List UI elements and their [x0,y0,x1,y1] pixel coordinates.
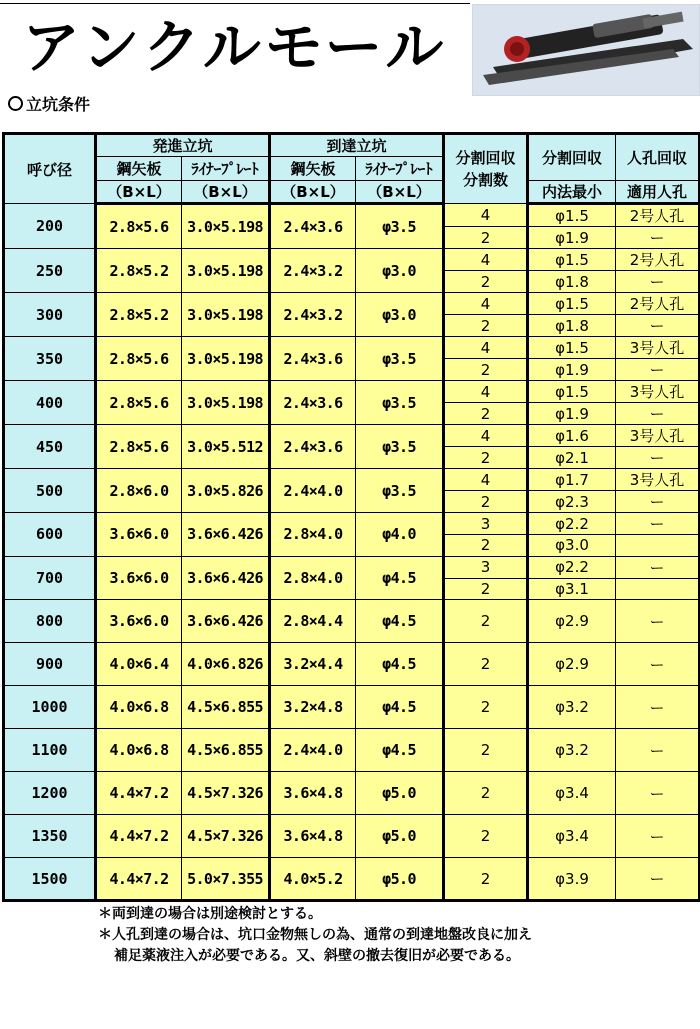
split-min-cell: φ1.5 [528,381,616,403]
split-count-cell: 2 [444,359,528,381]
arrival-liner-cell: φ3.0 [356,249,444,293]
arrival-liner-cell: φ5.0 [356,815,444,858]
header-arrival-steel: 鋼矢板 [270,157,356,181]
manhole-cell: ー [616,729,700,772]
split-min-cell: φ3.2 [528,729,616,772]
split-min-cell: φ2.3 [528,491,616,513]
launch-liner-cell: 4.5×7.326 [182,815,270,858]
split-min-cell: φ1.5 [528,337,616,359]
nominal-diameter-cell: 1000 [4,686,96,729]
split-min-cell: φ3.9 [528,858,616,901]
arrival-liner-cell: φ4.0 [356,513,444,557]
arrival-steel-cell: 2.4×3.2 [270,293,356,337]
launch-steel-cell: 3.6×6.0 [96,556,182,600]
title-rule [0,3,470,4]
split-count-cell: 2 [444,491,528,513]
launch-liner-cell: 3.0×5.512 [182,425,270,469]
table-row [4,249,700,271]
split-count-cell: 4 [444,469,528,491]
header-arrival-liner: ﾗｲﾅｰﾌﾟﾚｰﾄ [356,157,444,181]
split-count-cell: 2 [444,535,528,557]
table-row [4,556,700,578]
launch-steel-cell: 4.0×6.4 [96,643,182,686]
manhole-cell: ー [616,643,700,686]
split-min-cell: φ1.9 [528,403,616,425]
launch-liner-cell: 4.0×6.826 [182,643,270,686]
manhole-cell: 3号人孔 [616,381,700,403]
launch-steel-cell: 4.4×7.2 [96,858,182,901]
arrival-liner-cell: φ3.5 [356,469,444,513]
table-row [4,686,700,729]
nominal-diameter-cell: 200 [4,204,96,249]
subtitle-text: 立坑条件 [26,95,91,114]
note-2: ＊人孔到達の場合は、坑口金物無しの為、通常の到達地盤改良に加え [98,927,532,943]
launch-liner-cell: 4.5×6.855 [182,686,270,729]
machine-photo [472,4,700,96]
table-row [4,337,700,359]
header-nominal: 呼び径 [4,134,96,204]
split-min-cell: φ1.8 [528,271,616,293]
arrival-steel-cell: 2.4×3.2 [270,249,356,293]
manhole-cell: ー [616,513,700,535]
split-min-cell: φ1.8 [528,315,616,337]
launch-steel-cell: 3.6×6.0 [96,600,182,643]
launch-steel-cell: 4.4×7.2 [96,815,182,858]
header-split-count-line2: 分割数 [463,171,509,189]
header-split-count-line1: 分割回収 [455,149,516,167]
note-1: ＊両到達の場合は別途検討とする。 [98,906,322,922]
launch-steel-cell: 2.8×5.6 [96,425,182,469]
arrival-steel-cell: 2.4×3.6 [270,337,356,381]
nominal-diameter-cell: 500 [4,469,96,513]
arrival-steel-cell: 2.8×4.4 [270,600,356,643]
table-row [4,772,700,815]
header-bxl: （B×L） [182,181,270,204]
manhole-cell: 2号人孔 [616,204,700,227]
launch-steel-cell: 2.8×5.6 [96,204,182,249]
section-subtitle [8,92,90,115]
split-min-cell: φ1.5 [528,293,616,315]
header-split-min-sub: 内法最小 [528,181,616,204]
launch-liner-cell: 3.0×5.198 [182,337,270,381]
launch-liner-cell: 3.6×6.426 [182,600,270,643]
manhole-cell: ー [616,227,700,249]
arrival-steel-cell: 3.2×4.4 [270,643,356,686]
split-min-cell: φ3.4 [528,772,616,815]
arrival-steel-cell: 3.2×4.8 [270,686,356,729]
manhole-cell: ー [616,556,700,578]
manhole-cell: ー [616,858,700,901]
split-count-cell: 4 [444,337,528,359]
split-min-cell: φ2.2 [528,556,616,578]
split-count-cell: 2 [444,403,528,425]
arrival-liner-cell: φ3.5 [356,204,444,249]
nominal-diameter-cell: 350 [4,337,96,381]
arrival-liner-cell: φ4.5 [356,600,444,643]
launch-liner-cell: 3.0×5.198 [182,381,270,425]
split-min-cell: φ2.9 [528,643,616,686]
machine-image [473,5,699,95]
nominal-diameter-cell: 600 [4,513,96,557]
split-count-cell: 4 [444,381,528,403]
manhole-cell: ー [616,315,700,337]
split-min-cell: φ1.9 [528,227,616,249]
nominal-diameter-cell: 800 [4,600,96,643]
split-count-cell: 3 [444,513,528,535]
table-row [4,469,700,491]
launch-steel-cell: 4.4×7.2 [96,772,182,815]
arrival-liner-cell: φ3.5 [356,381,444,425]
nominal-diameter-cell: 1350 [4,815,96,858]
nominal-diameter-cell: 1500 [4,858,96,901]
launch-steel-cell: 2.8×5.2 [96,293,182,337]
launch-liner-cell: 3.0×5.198 [182,249,270,293]
header-launch: 発進立坑 [96,134,270,157]
arrival-steel-cell: 2.4×3.6 [270,425,356,469]
arrival-steel-cell: 2.4×3.6 [270,204,356,249]
split-min-cell: φ1.5 [528,249,616,271]
split-min-cell: φ2.2 [528,513,616,535]
arrival-steel-cell: 2.4×4.0 [270,729,356,772]
arrival-steel-cell: 3.6×4.8 [270,772,356,815]
split-count-cell: 2 [444,315,528,337]
arrival-liner-cell: φ4.5 [356,643,444,686]
page-title: アンクルモール [22,13,448,81]
split-min-cell: φ3.1 [528,578,616,600]
header-bxl: （B×L） [356,181,444,204]
nominal-diameter-cell: 1100 [4,729,96,772]
manhole-cell [616,535,700,557]
split-count-cell: 2 [444,447,528,469]
launch-liner-cell: 3.0×5.198 [182,293,270,337]
header-split-count [444,134,528,204]
split-min-cell: φ1.9 [528,359,616,381]
split-count-cell: 4 [444,204,528,227]
launch-liner-cell: 4.5×7.326 [182,772,270,815]
launch-steel-cell: 3.6×6.0 [96,513,182,557]
manhole-cell [616,578,700,600]
nominal-diameter-cell: 700 [4,556,96,600]
manhole-cell: ー [616,686,700,729]
arrival-liner-cell: φ4.5 [356,556,444,600]
table-row [4,513,700,535]
shaft-conditions-table [2,132,700,902]
manhole-cell: ー [616,815,700,858]
manhole-cell: ー [616,271,700,293]
launch-steel-cell: 2.8×5.2 [96,249,182,293]
split-count-cell: 3 [444,556,528,578]
split-count-cell: 2 [444,729,528,772]
arrival-liner-cell: φ4.5 [356,729,444,772]
launch-liner-cell: 3.6×6.426 [182,513,270,557]
arrival-liner-cell: φ4.5 [356,686,444,729]
header-launch-steel: 鋼矢板 [96,157,182,181]
launch-steel-cell: 2.8×5.6 [96,337,182,381]
table-row [4,815,700,858]
split-count-cell: 4 [444,293,528,315]
launch-steel-cell: 2.8×6.0 [96,469,182,513]
split-count-cell: 2 [444,858,528,901]
split-count-cell: 4 [444,425,528,447]
table-body [4,204,700,901]
split-count-cell: 2 [444,600,528,643]
note-3: 補足薬液注入が必要である。又、斜壁の撤去復旧が必要である。 [114,948,520,964]
launch-steel-cell: 2.8×5.6 [96,381,182,425]
nominal-diameter-cell: 900 [4,643,96,686]
split-min-cell: φ2.9 [528,600,616,643]
manhole-cell: 3号人孔 [616,469,700,491]
arrival-liner-cell: φ5.0 [356,858,444,901]
header-split-min: 分割回収 [528,134,616,181]
arrival-liner-cell: φ5.0 [356,772,444,815]
manhole-cell: ー [616,359,700,381]
arrival-steel-cell: 2.8×4.0 [270,513,356,557]
manhole-cell: ー [616,403,700,425]
manhole-cell: ー [616,491,700,513]
launch-liner-cell: 5.0×7.355 [182,858,270,901]
launch-liner-cell: 3.6×6.426 [182,556,270,600]
nominal-diameter-cell: 300 [4,293,96,337]
table-row [4,293,700,315]
split-min-cell: φ3.4 [528,815,616,858]
split-count-cell: 2 [444,578,528,600]
split-count-cell: 2 [444,227,528,249]
launch-steel-cell: 4.0×6.8 [96,729,182,772]
arrival-steel-cell: 2.4×4.0 [270,469,356,513]
split-count-cell: 4 [444,249,528,271]
manhole-cell: ー [616,772,700,815]
manhole-cell: ー [616,600,700,643]
arrival-steel-cell: 3.6×4.8 [270,815,356,858]
nominal-diameter-cell: 250 [4,249,96,293]
table-row [4,381,700,403]
launch-liner-cell: 3.0×5.826 [182,469,270,513]
arrival-steel-cell: 2.8×4.0 [270,556,356,600]
manhole-cell: 3号人孔 [616,337,700,359]
table-row [4,729,700,772]
header-bxl: （B×L） [96,181,182,204]
split-count-cell: 2 [444,815,528,858]
header-manhole: 人孔回収 [616,134,700,181]
manhole-cell: 2号人孔 [616,249,700,271]
launch-liner-cell: 3.0×5.198 [182,204,270,249]
arrival-steel-cell: 2.4×3.6 [270,381,356,425]
arrival-steel-cell: 4.0×5.2 [270,858,356,901]
table-row [4,204,700,227]
nominal-diameter-cell: 1200 [4,772,96,815]
manhole-cell: ー [616,447,700,469]
split-count-cell: 2 [444,271,528,293]
arrival-liner-cell: φ3.5 [356,337,444,381]
split-count-cell: 2 [444,686,528,729]
nominal-diameter-cell: 400 [4,381,96,425]
split-min-cell: φ1.5 [528,204,616,227]
header-manhole-sub: 適用人孔 [616,181,700,204]
table-row [4,600,700,643]
split-min-cell: φ1.6 [528,425,616,447]
split-count-cell: 2 [444,643,528,686]
header-arrival: 到達立坑 [270,134,444,157]
table-row [4,425,700,447]
split-count-cell: 2 [444,772,528,815]
arrival-liner-cell: φ3.5 [356,425,444,469]
split-min-cell: φ3.2 [528,686,616,729]
notes [98,904,532,967]
split-min-cell: φ1.7 [528,469,616,491]
table-row [4,858,700,901]
split-min-cell: φ2.1 [528,447,616,469]
manhole-cell: 3号人孔 [616,425,700,447]
circle-bullet-icon [8,96,23,111]
nominal-diameter-cell: 450 [4,425,96,469]
split-min-cell: φ3.0 [528,535,616,557]
launch-liner-cell: 4.5×6.855 [182,729,270,772]
arrival-liner-cell: φ3.0 [356,293,444,337]
header-launch-liner: ﾗｲﾅｰﾌﾟﾚｰﾄ [182,157,270,181]
launch-steel-cell: 4.0×6.8 [96,686,182,729]
table-row [4,643,700,686]
manhole-cell: 2号人孔 [616,293,700,315]
header-bxl: （B×L） [270,181,356,204]
